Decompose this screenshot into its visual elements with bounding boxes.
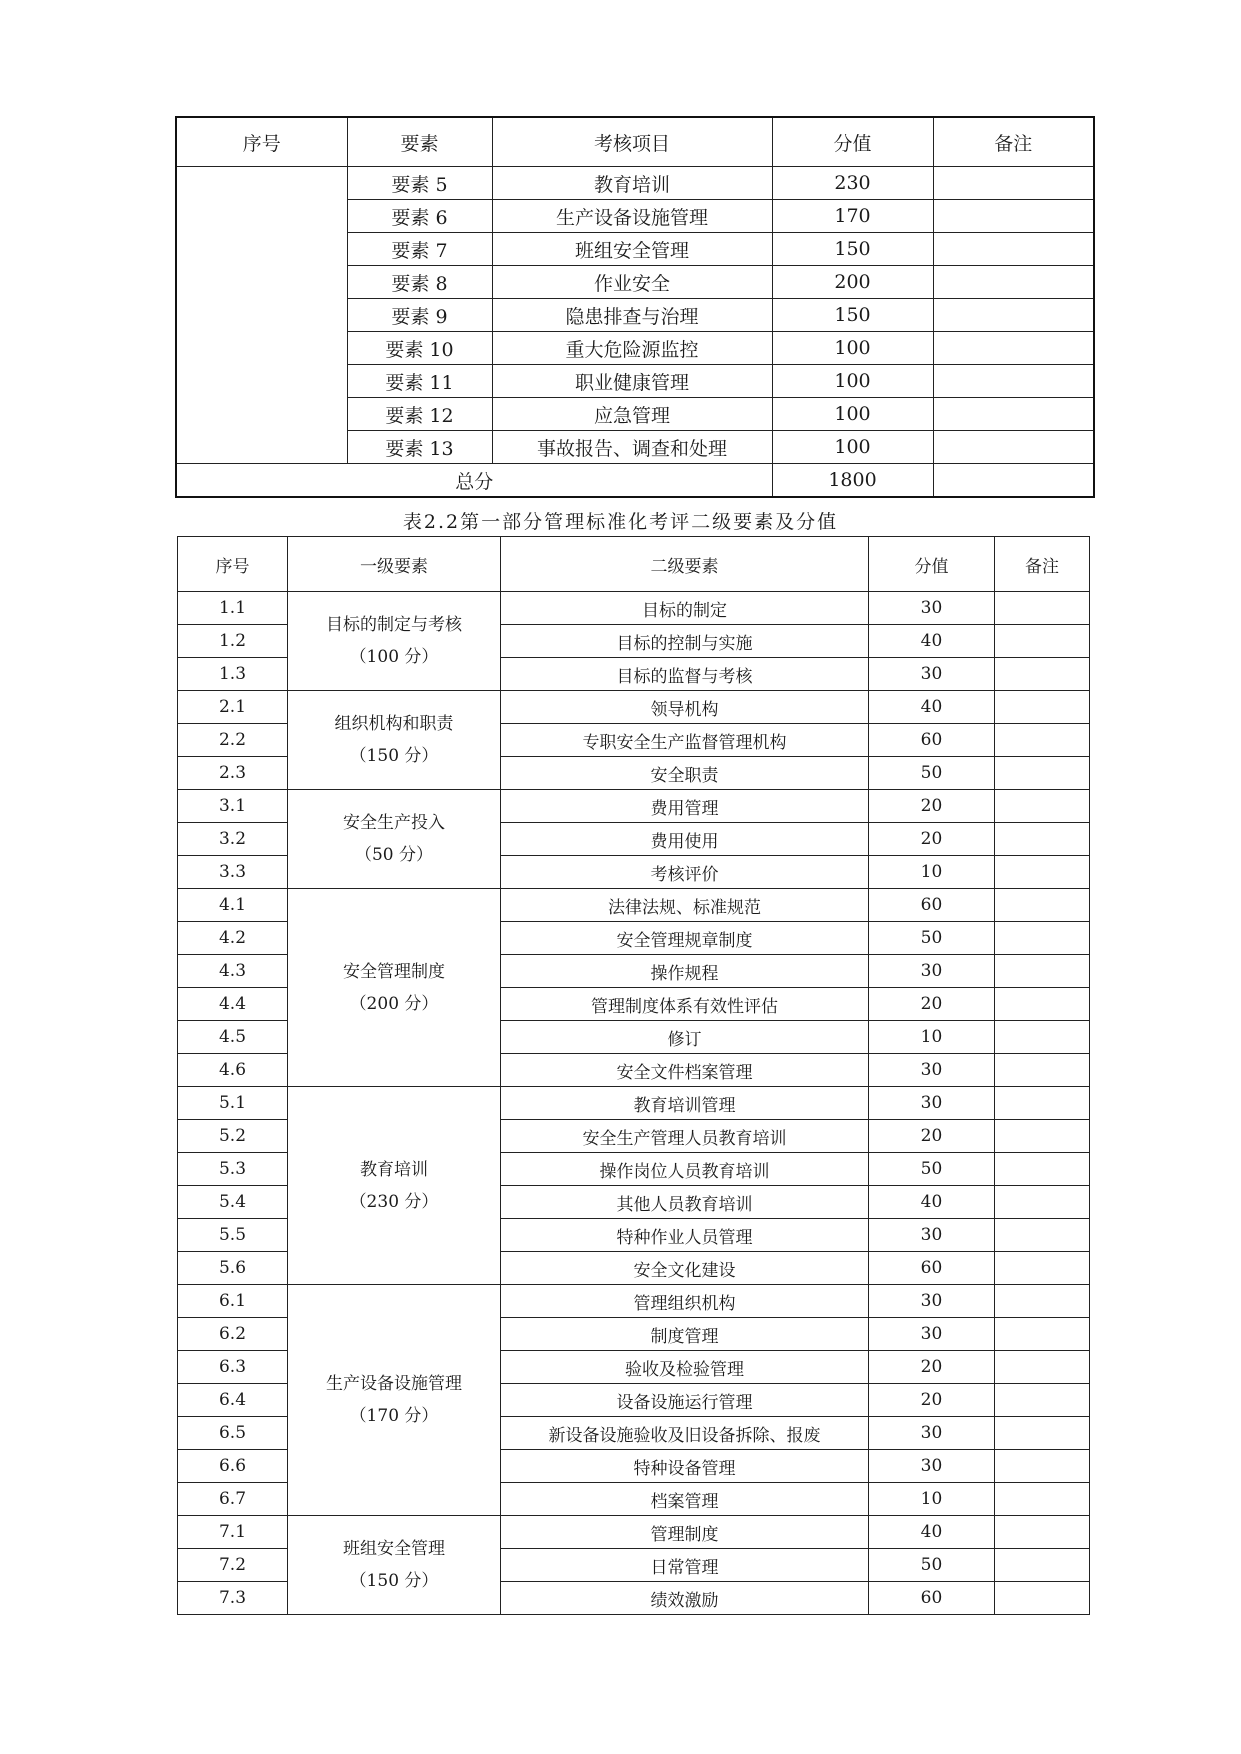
primary-element-points: （50 分） bbox=[354, 845, 434, 865]
note-cell bbox=[995, 1318, 1090, 1351]
primary-element-points: （100 分） bbox=[349, 647, 439, 667]
secondary-element-cell: 修订 bbox=[501, 1021, 869, 1054]
score-cell: 30 bbox=[869, 592, 995, 625]
header-cell: 分值 bbox=[869, 537, 995, 592]
note-cell bbox=[995, 1417, 1090, 1450]
header-cell: 分值 bbox=[772, 117, 933, 167]
primary-element-name: 组织机构和职责 bbox=[334, 714, 454, 734]
index-cell: 6.1 bbox=[178, 1285, 288, 1318]
secondary-element-cell: 其他人员教育培训 bbox=[501, 1186, 869, 1219]
primary-element-name: 安全生产投入 bbox=[343, 813, 445, 833]
note-cell bbox=[933, 365, 1094, 398]
score-cell: 150 bbox=[772, 299, 933, 332]
score-cell: 230 bbox=[772, 167, 933, 200]
primary-element-cell bbox=[288, 592, 501, 691]
score-cell: 40 bbox=[869, 1186, 995, 1219]
score-cell: 10 bbox=[869, 856, 995, 889]
table-row bbox=[178, 889, 1090, 922]
index-cell: 5.5 bbox=[178, 1219, 288, 1252]
note-cell bbox=[933, 431, 1094, 464]
table-row bbox=[178, 1285, 1090, 1318]
primary-element-points: （230 分） bbox=[349, 1191, 439, 1212]
score-cell: 30 bbox=[869, 1450, 995, 1483]
score-cell: 30 bbox=[869, 1318, 995, 1351]
secondary-element-cell: 目标的监督与考核 bbox=[501, 658, 869, 691]
score-cell: 60 bbox=[869, 724, 995, 757]
note-cell bbox=[995, 1252, 1090, 1285]
secondary-element-cell: 特种作业人员管理 bbox=[501, 1219, 869, 1252]
secondary-element-cell: 法律法规、标准规范 bbox=[501, 889, 869, 922]
note-cell bbox=[995, 757, 1090, 790]
secondary-element-cell: 档案管理 bbox=[501, 1483, 869, 1516]
secondary-element-cell: 验收及检验管理 bbox=[501, 1351, 869, 1384]
note-cell bbox=[933, 398, 1094, 431]
table-header-row bbox=[176, 117, 1094, 167]
index-cell: 4.3 bbox=[178, 955, 288, 988]
note-cell bbox=[933, 266, 1094, 299]
score-cell: 20 bbox=[869, 1351, 995, 1384]
secondary-element-cell: 目标的制定 bbox=[501, 592, 869, 625]
score-cell: 10 bbox=[869, 1483, 995, 1516]
note-cell bbox=[995, 625, 1090, 658]
note-cell bbox=[995, 724, 1090, 757]
index-cell: 3.2 bbox=[178, 823, 288, 856]
note-cell bbox=[995, 1186, 1090, 1219]
primary-element-cell bbox=[288, 790, 501, 889]
item-cell: 重大危险源监控 bbox=[492, 332, 772, 365]
note-cell bbox=[933, 233, 1094, 266]
score-cell: 100 bbox=[772, 365, 933, 398]
score-cell: 40 bbox=[869, 691, 995, 724]
index-cell: 7.2 bbox=[178, 1549, 288, 1582]
score-summary-table bbox=[175, 116, 1095, 498]
score-cell: 60 bbox=[869, 1252, 995, 1285]
secondary-element-cell: 安全生产管理人员教育培训 bbox=[501, 1120, 869, 1153]
score-cell: 20 bbox=[869, 1120, 995, 1153]
secondary-element-cell: 新设备设施验收及旧设备拆除、报废 bbox=[501, 1417, 869, 1450]
index-cell: 6.3 bbox=[178, 1351, 288, 1384]
element-cell: 要素 13 bbox=[347, 431, 492, 464]
index-cell: 1.1 bbox=[178, 592, 288, 625]
score-cell: 10 bbox=[869, 1021, 995, 1054]
score-cell: 50 bbox=[869, 1153, 995, 1186]
secondary-element-cell: 考核评价 bbox=[501, 856, 869, 889]
score-cell: 20 bbox=[869, 823, 995, 856]
index-cell: 5.3 bbox=[178, 1153, 288, 1186]
note-cell bbox=[995, 1549, 1090, 1582]
index-cell: 2.2 bbox=[178, 724, 288, 757]
note-cell bbox=[933, 200, 1094, 233]
total-label: 总分 bbox=[176, 464, 772, 498]
note-cell bbox=[995, 658, 1090, 691]
note-cell bbox=[933, 464, 1094, 498]
index-cell: 6.5 bbox=[178, 1417, 288, 1450]
note-cell bbox=[995, 823, 1090, 856]
index-cell: 4.2 bbox=[178, 922, 288, 955]
element-cell: 要素 10 bbox=[347, 332, 492, 365]
header-cell: 二级要素 bbox=[501, 537, 869, 592]
index-cell: 6.6 bbox=[178, 1450, 288, 1483]
note-cell bbox=[995, 856, 1090, 889]
item-cell: 职业健康管理 bbox=[492, 365, 772, 398]
note-cell bbox=[995, 1219, 1090, 1252]
index-cell: 1.3 bbox=[178, 658, 288, 691]
index-cell: 1.2 bbox=[178, 625, 288, 658]
index-cell: 4.5 bbox=[178, 1021, 288, 1054]
secondary-element-cell: 教育培训管理 bbox=[501, 1087, 869, 1120]
index-cell: 6.4 bbox=[178, 1384, 288, 1417]
score-cell: 100 bbox=[772, 332, 933, 365]
score-cell: 60 bbox=[869, 889, 995, 922]
secondary-element-cell: 特种设备管理 bbox=[501, 1450, 869, 1483]
secondary-element-cell: 安全文件档案管理 bbox=[501, 1054, 869, 1087]
index-cell: 4.6 bbox=[178, 1054, 288, 1087]
index-cell: 7.1 bbox=[178, 1516, 288, 1549]
score-cell: 30 bbox=[869, 658, 995, 691]
note-cell bbox=[995, 1351, 1090, 1384]
secondary-element-cell: 设备设施运行管理 bbox=[501, 1384, 869, 1417]
score-cell: 30 bbox=[869, 955, 995, 988]
score-cell: 30 bbox=[869, 1219, 995, 1252]
score-cell: 30 bbox=[869, 1285, 995, 1318]
score-cell: 20 bbox=[869, 1384, 995, 1417]
score-cell: 60 bbox=[869, 1582, 995, 1615]
secondary-elements-table bbox=[177, 536, 1090, 1615]
secondary-element-cell: 操作岗位人员教育培训 bbox=[501, 1153, 869, 1186]
secondary-element-cell: 绩效激励 bbox=[501, 1582, 869, 1615]
note-cell bbox=[995, 988, 1090, 1021]
secondary-element-cell: 管理组织机构 bbox=[501, 1285, 869, 1318]
index-cell: 5.2 bbox=[178, 1120, 288, 1153]
primary-element-cell bbox=[288, 889, 501, 1087]
table-row bbox=[178, 1087, 1090, 1120]
score-cell: 50 bbox=[869, 922, 995, 955]
primary-element-name: 生产设备设施管理 bbox=[326, 1374, 462, 1394]
score-cell: 40 bbox=[869, 625, 995, 658]
score-cell: 200 bbox=[772, 266, 933, 299]
note-cell bbox=[995, 1450, 1090, 1483]
table-row bbox=[178, 592, 1090, 625]
total-score: 1800 bbox=[772, 464, 933, 498]
note-cell bbox=[995, 1285, 1090, 1318]
score-cell: 150 bbox=[772, 233, 933, 266]
item-cell: 班组安全管理 bbox=[492, 233, 772, 266]
index-cell: 4.4 bbox=[178, 988, 288, 1021]
secondary-element-cell: 目标的控制与实施 bbox=[501, 625, 869, 658]
note-cell bbox=[995, 1153, 1090, 1186]
primary-element-points: （150 分） bbox=[349, 1571, 439, 1591]
element-cell: 要素 5 bbox=[347, 167, 492, 200]
secondary-element-cell: 费用使用 bbox=[501, 823, 869, 856]
index-cell: 5.4 bbox=[178, 1186, 288, 1219]
score-cell: 40 bbox=[869, 1516, 995, 1549]
secondary-element-cell: 费用管理 bbox=[501, 790, 869, 823]
note-cell bbox=[995, 1516, 1090, 1549]
header-cell: 备注 bbox=[995, 537, 1090, 592]
note-cell bbox=[995, 1582, 1090, 1615]
primary-element-cell bbox=[288, 1087, 501, 1285]
score-cell: 50 bbox=[869, 757, 995, 790]
score-cell: 50 bbox=[869, 1549, 995, 1582]
note-cell bbox=[995, 889, 1090, 922]
element-cell: 要素 9 bbox=[347, 299, 492, 332]
index-cell: 2.1 bbox=[178, 691, 288, 724]
index-cell: 4.1 bbox=[178, 889, 288, 922]
primary-element-cell bbox=[288, 1285, 501, 1516]
index-cell: 6.2 bbox=[178, 1318, 288, 1351]
index-cell: 7.3 bbox=[178, 1582, 288, 1615]
table-row bbox=[176, 167, 1094, 200]
header-cell: 序号 bbox=[176, 117, 347, 167]
note-cell bbox=[933, 332, 1094, 365]
score-cell: 30 bbox=[869, 1417, 995, 1450]
item-cell: 事故报告、调查和处理 bbox=[492, 431, 772, 464]
header-cell: 序号 bbox=[178, 537, 288, 592]
secondary-element-cell: 日常管理 bbox=[501, 1549, 869, 1582]
item-cell: 教育培训 bbox=[492, 167, 772, 200]
header-cell: 一级要素 bbox=[288, 537, 501, 592]
primary-element-points: （150 分） bbox=[349, 746, 439, 766]
element-cell: 要素 7 bbox=[347, 233, 492, 266]
note-cell bbox=[995, 1384, 1090, 1417]
table-caption: 表2.2第一部分管理标准化考评二级要素及分值 bbox=[402, 511, 839, 533]
score-cell: 170 bbox=[772, 200, 933, 233]
primary-element-points: （170 分） bbox=[349, 1406, 439, 1426]
index-cell: 2.3 bbox=[178, 757, 288, 790]
secondary-element-cell: 管理制度体系有效性评估 bbox=[501, 988, 869, 1021]
note-cell bbox=[933, 167, 1094, 200]
element-cell: 要素 11 bbox=[347, 365, 492, 398]
item-cell: 生产设备设施管理 bbox=[492, 200, 772, 233]
table-row bbox=[178, 790, 1090, 823]
note-cell bbox=[995, 691, 1090, 724]
note-cell bbox=[995, 922, 1090, 955]
index-cell: 3.1 bbox=[178, 790, 288, 823]
item-cell: 应急管理 bbox=[492, 398, 772, 431]
note-cell bbox=[995, 955, 1090, 988]
primary-element-name: 安全管理制度 bbox=[343, 961, 445, 982]
primary-element-name: 班组安全管理 bbox=[343, 1539, 445, 1559]
note-cell bbox=[995, 1483, 1090, 1516]
index-cell: 3.3 bbox=[178, 856, 288, 889]
index-cell: 5.1 bbox=[178, 1087, 288, 1120]
element-cell: 要素 8 bbox=[347, 266, 492, 299]
secondary-element-cell: 安全文化建设 bbox=[501, 1252, 869, 1285]
table-row bbox=[178, 1516, 1090, 1549]
note-cell bbox=[933, 299, 1094, 332]
note-cell bbox=[995, 1087, 1090, 1120]
empty-index-cell bbox=[176, 167, 347, 464]
primary-element-points: （200 分） bbox=[349, 993, 439, 1014]
score-cell: 100 bbox=[772, 431, 933, 464]
note-cell bbox=[995, 1021, 1090, 1054]
note-cell bbox=[995, 1120, 1090, 1153]
element-cell: 要素 6 bbox=[347, 200, 492, 233]
score-cell: 30 bbox=[869, 1087, 995, 1120]
score-cell: 20 bbox=[869, 790, 995, 823]
secondary-element-cell: 制度管理 bbox=[501, 1318, 869, 1351]
primary-element-cell bbox=[288, 691, 501, 790]
header-cell: 考核项目 bbox=[492, 117, 772, 167]
item-cell: 隐患排查与治理 bbox=[492, 299, 772, 332]
note-cell bbox=[995, 790, 1090, 823]
header-cell: 要素 bbox=[347, 117, 492, 167]
header-cell: 备注 bbox=[933, 117, 1094, 167]
table-row bbox=[178, 691, 1090, 724]
element-cell: 要素 12 bbox=[347, 398, 492, 431]
secondary-element-cell: 专职安全生产监督管理机构 bbox=[501, 724, 869, 757]
primary-element-name: 目标的制定与考核 bbox=[326, 615, 462, 635]
note-cell bbox=[995, 1054, 1090, 1087]
table-header-row bbox=[178, 537, 1090, 592]
total-row bbox=[176, 464, 1094, 498]
score-cell: 30 bbox=[869, 1054, 995, 1087]
primary-element-cell bbox=[288, 1516, 501, 1615]
item-cell: 作业安全 bbox=[492, 266, 772, 299]
secondary-element-cell: 安全管理规章制度 bbox=[501, 922, 869, 955]
primary-element-name: 教育培训 bbox=[360, 1159, 428, 1180]
secondary-element-cell: 安全职责 bbox=[501, 757, 869, 790]
score-cell: 100 bbox=[772, 398, 933, 431]
index-cell: 6.7 bbox=[178, 1483, 288, 1516]
secondary-element-cell: 领导机构 bbox=[501, 691, 869, 724]
secondary-element-cell: 管理制度 bbox=[501, 1516, 869, 1549]
index-cell: 5.6 bbox=[178, 1252, 288, 1285]
score-cell: 20 bbox=[869, 988, 995, 1021]
secondary-element-cell: 操作规程 bbox=[501, 955, 869, 988]
note-cell bbox=[995, 592, 1090, 625]
